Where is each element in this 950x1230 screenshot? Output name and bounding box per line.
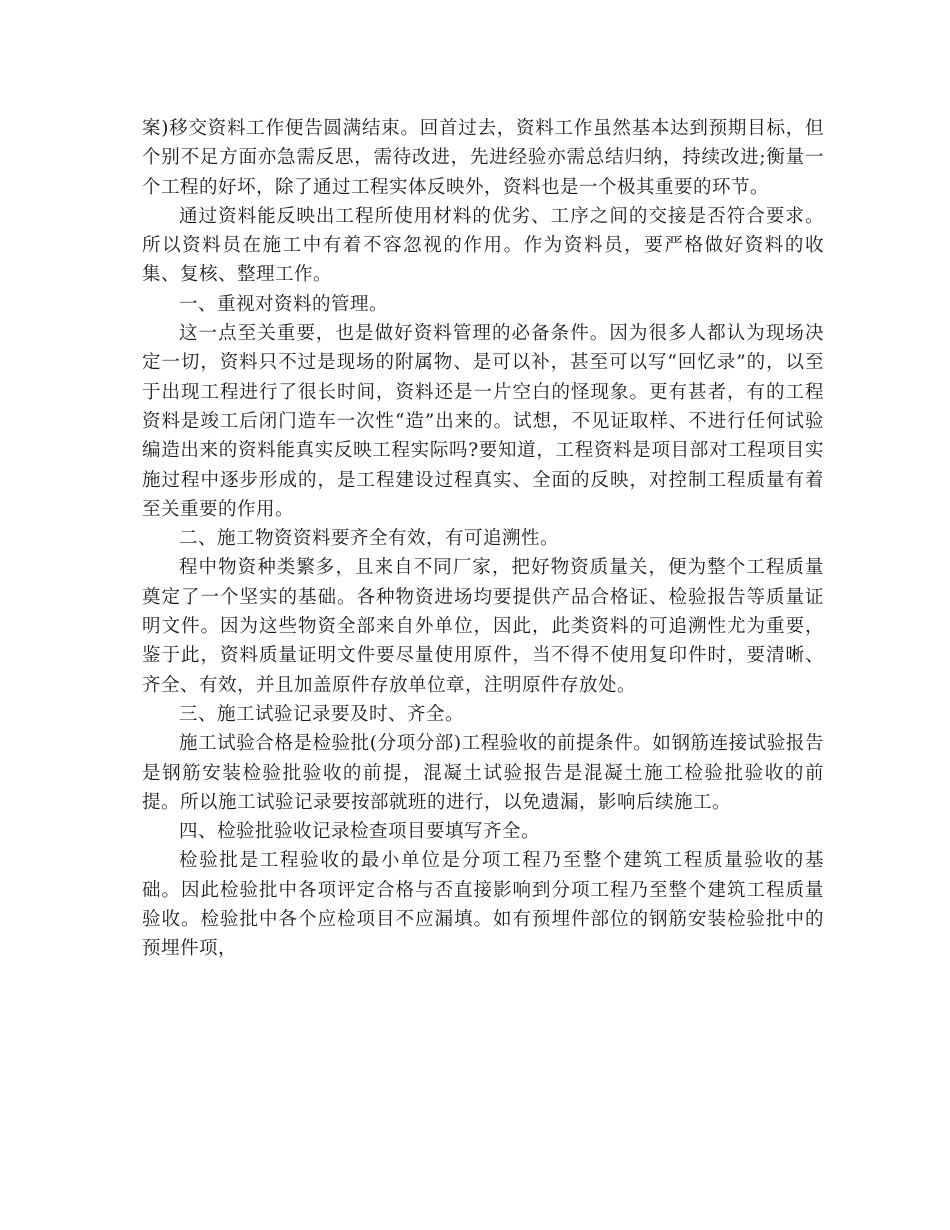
- section-heading-1: 一、重视对资料的管理。: [179, 293, 389, 315]
- document-body: [142, 114, 824, 964]
- paragraph-intro-continuation: 案)移交资料工作便告圆满结束。回首过去，资料工作虽然基本达到预期目标，但个别不足方面亦急需反思，需待改进，先进经验亦需总结归纳，持续改进;衡量一个工程的好坏，除了通过工程实体反映外，资料也是一个极其重要的环节。: [142, 118, 824, 198]
- section-heading-2: 二、施工物资资料要齐全有效，有可追溯性。: [179, 528, 560, 550]
- paragraph-test-records: 施工试验合格是检验批(分项分部)工程验收的前提条件。如钢筋连接试验报告是钢筋安装检验批验收的前提，混凝土试验报告是混凝土施工检验批验收的前提。所以施工试验记录要按部就班的进行，以免遗漏，影响后续施工。: [142, 733, 824, 813]
- paragraph-materials-role: 通过资料能反映出工程所使用材料的优劣、工序之间的交接是否符合要求。所以资料员在施工中有着不容忽视的作用。作为资料员，要严格做好资料的收集、复核、整理工作。: [142, 205, 824, 286]
- paragraph-material-traceability: 程中物资种类繁多，且来自不同厂家，把好物资质量关，便为整个工程质量奠定了一个坚实的基础。各种物资进场均要提供产品合格证、检验报告等质量证明文件。因为这些物资全部来自外单位，因此，此类资料的可追溯性尤为重要，鉴于此，资料质量证明文件要尽量使用原件，当不得不使用复印件时，要清晰、齐全、有效，并且加盖原件存放单位章，注明原件存放处。: [142, 557, 824, 696]
- section-heading-4: 四、检验批验收记录检查项目要填写齐全。: [179, 821, 541, 843]
- paragraph-management-importance: 这一点至关重要，也是做好资料管理的必备条件。因为很多人都认为现场决定一切，资料只不过是现场的附属物、是可以补，甚至可以写“回忆录”的，以至于出现工程进行了很长时间，资料还是一片空白的怪现象。更有甚者，有的工程资料是竣工后闭门造车一次性“造”出来的。试想，不见证取样、不进行任何试验编造出来的资料能真实反映工程实际吗?要知道，工程资料是项目部对工程项目实施过程中逐步形成的，是工程建设过程真实、全面的反映，对控制工程质量有着至关重要的作用。: [142, 323, 824, 520]
- section-heading-3: 三、施工试验记录要及时、齐全。: [179, 703, 465, 725]
- paragraph-inspection-lot: 检验批是工程验收的最小单位是分项工程乃至整个建筑工程质量验收的基础。因此检验批中各项评定合格与否直接影响到分项工程乃至整个建筑工程质量验收。检验批中各个应检项目不应漏填。如有预埋件部位的钢筋安装检验批中的预埋件项，: [142, 850, 824, 960]
